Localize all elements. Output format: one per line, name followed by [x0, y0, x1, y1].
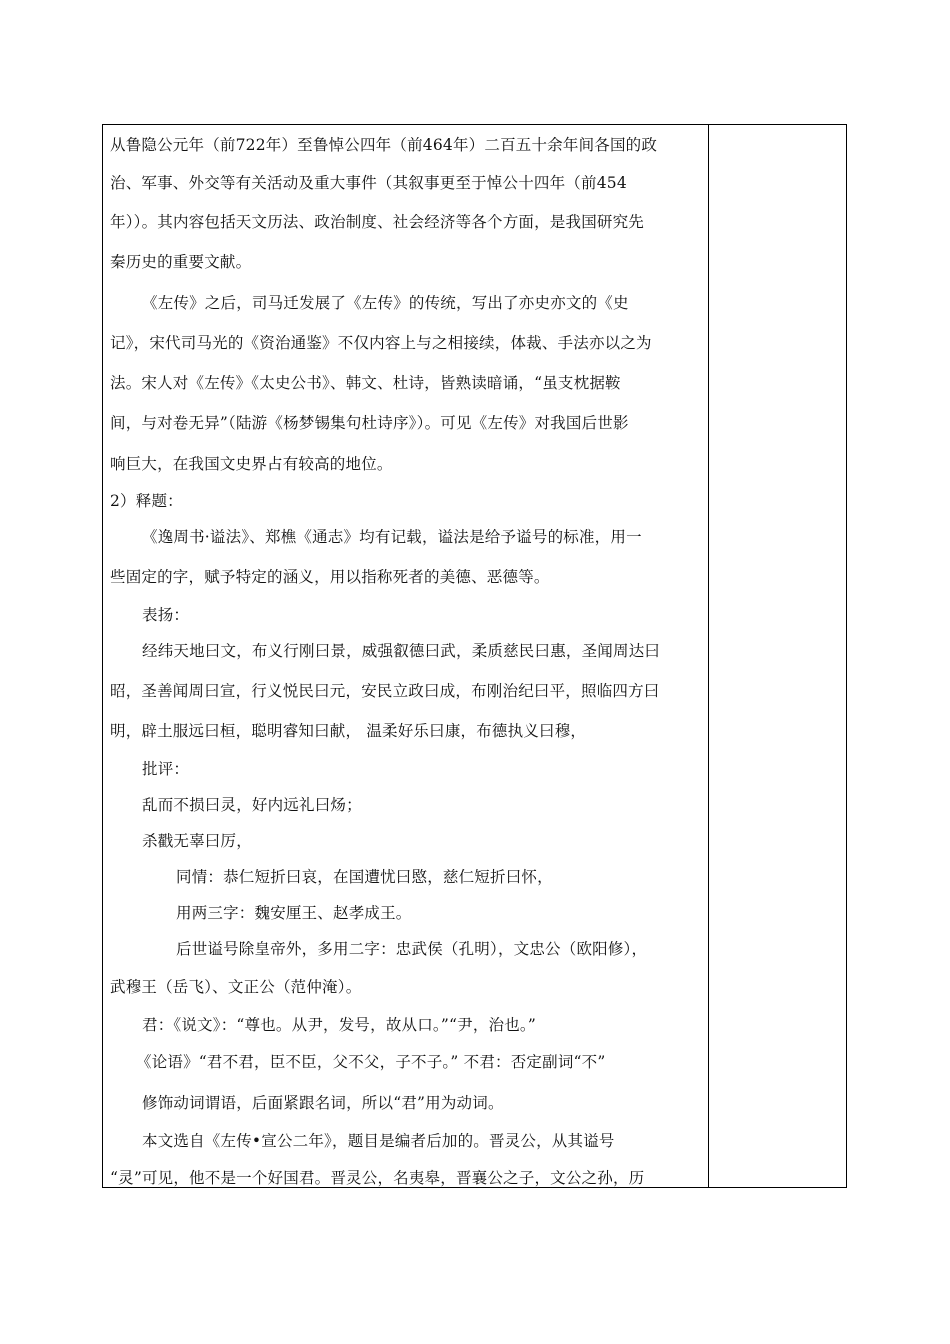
text-line: 修饰动词谓语，后面紧跟名词，所以“君”用为动词。	[142, 1094, 504, 1112]
text-line: 武穆王（岳飞）、文正公（范仲淹）。	[110, 978, 362, 996]
text-line: 间，与对卷无异”（陆游《杨梦锡集句杜诗序》）。可见《左传》对我国后世影	[110, 414, 629, 432]
text-line: 君：《说文》：“尊也。从尹，发号，故从口。”“尹，治也。”	[142, 1016, 536, 1034]
text-line: 明，辟土服远曰桓，聪明睿知曰献， 温柔好乐曰康，布德执义曰穆，	[110, 722, 587, 740]
text-line: 乱而不损曰灵，好内远礼曰炀；	[142, 796, 362, 814]
text-line: 法。宋人对《左传》《太史公书》、韩文、杜诗，皆熟读暗诵，“虽支枕据鞍	[110, 374, 621, 392]
text-line: 《论语》“君不君，臣不臣，父不父，子不子。” 不君：否定副词“不”	[136, 1053, 606, 1071]
text-line: 响巨大，在我国文史界占有较高的地位。	[110, 455, 393, 473]
text-line: 治、军事、外交等有关活动及重大事件（其叙事更至于悼公十四年（前454	[110, 174, 627, 192]
text-line: 杀戳无辜曰厉，	[142, 832, 252, 850]
text-line: 年））。其内容包括天文历法、政治制度、社会经济等各个方面，是我国研究先	[110, 213, 645, 231]
text-line: 从鲁隐公元年（前722年）至鲁悼公四年（前464年）二百五十余年间各国的政	[110, 136, 658, 154]
text-line: 本文选自《左传•宣公二年》，题目是编者后加的。晋灵公，从其谥号	[142, 1132, 615, 1150]
text-line: 《左传》之后，司马迁发展了《左传》的传统，写出了亦史亦文的《史	[142, 294, 629, 312]
text-line: 经纬天地曰文，布义行刚曰景，威强叡德曰武，柔质慈民曰惠，圣闻周达曰	[142, 642, 661, 660]
content-table	[102, 124, 847, 1188]
text-line: 用两三字：魏安厘王、赵孝成王。	[176, 904, 412, 922]
text-line: “灵”可见，他不是一个好国君。晋灵公，名夷皋，晋襄公之子，文公之孙，历	[110, 1169, 645, 1187]
text-line: 同情：恭仁短折曰哀，在国遭忧曰愍，慈仁短折曰怀，	[176, 868, 553, 886]
text-line: 表扬：	[142, 606, 190, 624]
text-line: 2）释题：	[110, 492, 183, 510]
text-line: 秦历史的重要文献。	[110, 253, 252, 271]
text-line: 些固定的字，赋予特定的涵义，用以指称死者的美德、恶德等。	[110, 568, 550, 586]
text-line: 昭，圣善闻周曰宣，行义悦民曰元，安民立政曰成，布刚治纪曰平，照临四方曰	[110, 682, 660, 700]
text-line: 记》，宋代司马光的《资治通鉴》不仅内容上与之相接续，体裁、手法亦以之为	[110, 334, 652, 352]
text-line: 后世谥号除皇帝外，多用二字：忠武侯（孔明），文忠公（欧阳修），	[176, 940, 648, 958]
text-line: 《逸周书·谥法》、郑樵《通志》均有记载，谥法是给予谥号的标准，用一	[142, 528, 642, 546]
text-line: 批评：	[142, 760, 190, 778]
notes-cell	[709, 125, 846, 1187]
